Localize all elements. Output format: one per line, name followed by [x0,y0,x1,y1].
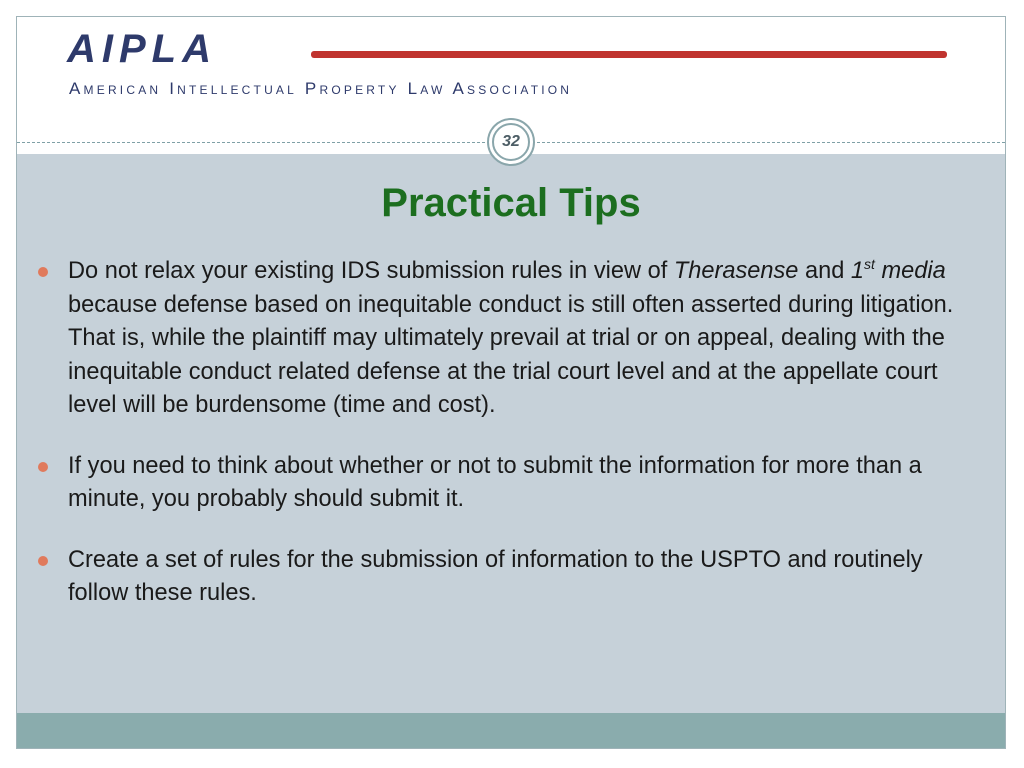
bullet-text: and [798,258,851,284]
bullet-dot-icon [38,267,48,277]
bullet-text: Create a set of rules for the submission of information to the USPTO and routinely follow these rules. [68,546,923,606]
case-name-number: 1 [850,258,865,284]
logo-red-bar [311,51,947,58]
bullet-item [17,544,977,611]
case-name-word: media [874,258,946,284]
bullet-text: Do not relax your existing IDS submission rules in view of [68,258,674,284]
bullet-list [17,255,977,638]
case-name-superscript: st [864,256,875,273]
page-number-badge [487,118,535,166]
bullet-text: because defense based on inequitable conduct is still often asserted during litigation. That is, while the plaintiff may ultimately prevail at trial or on appeal, dealing with the inequitable conduct related defense at the trial court level and at the appellate court level will be burdensome (time and cost). [68,291,954,418]
slide-title: Practical Tips [381,181,641,225]
bullet-item [17,450,977,517]
aipla-logo-wordmark: AIPLA [67,27,217,71]
case-name [851,258,946,284]
bullet-text: If you need to think about whether or not to submit the information for more than a minute, you probably should submit it. [68,452,922,512]
bullet-dot-icon [38,462,48,472]
bullet-item [17,255,977,423]
case-name: Therasense [673,258,799,284]
bullet-dot-icon [38,556,48,566]
page-number: 32 [492,123,530,161]
footer-bar [17,713,1005,748]
slide [16,16,1006,749]
aipla-logo-tagline: American Intellectual Property Law Association [69,79,573,98]
